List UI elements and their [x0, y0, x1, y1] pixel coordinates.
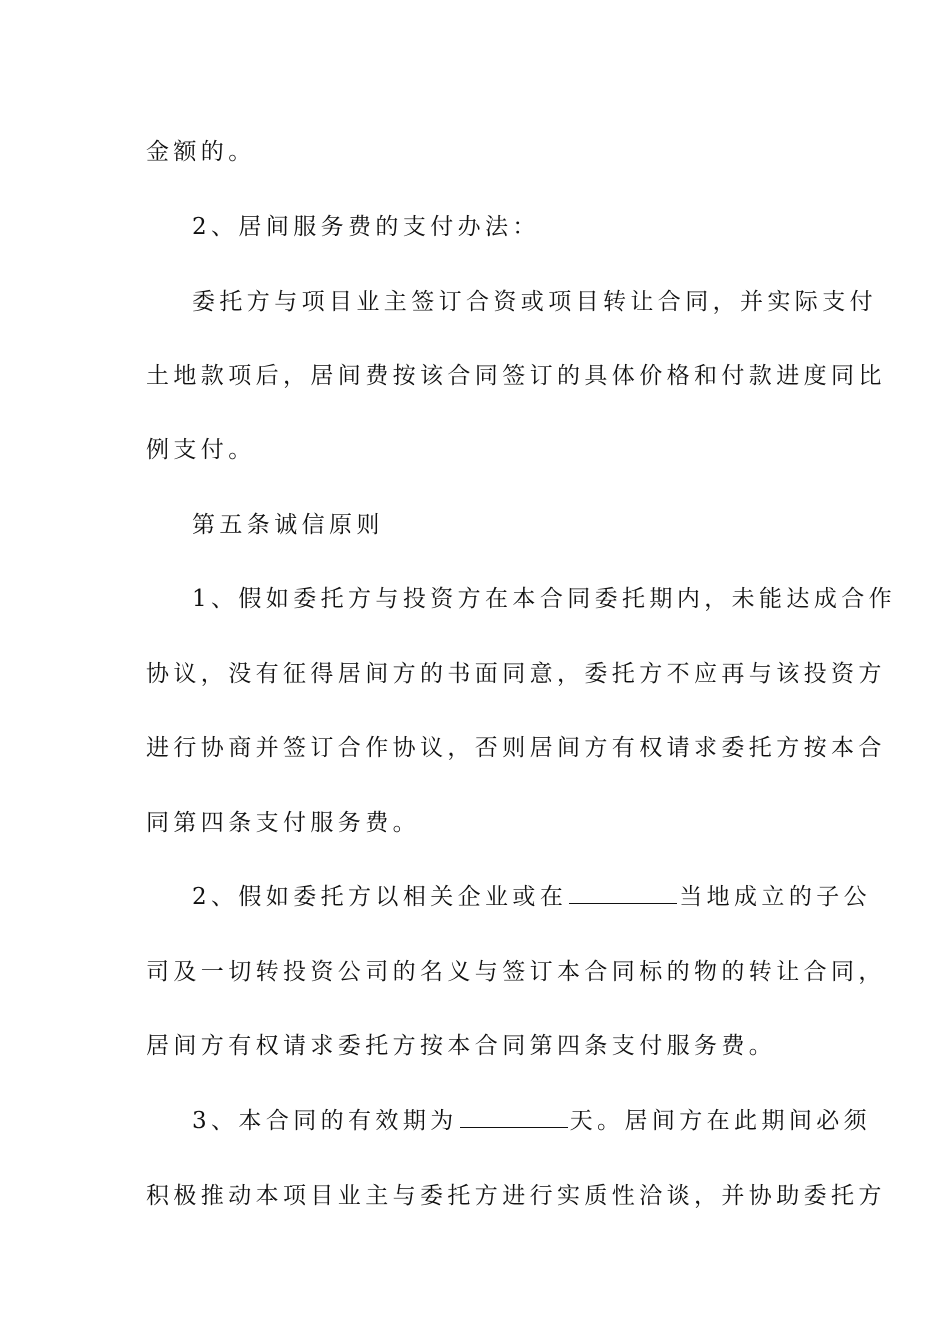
paragraph-line: 同第四条支付服务费。: [146, 810, 420, 836]
paragraph-line: 土地款项后，居间费按该合同签订的具体价格和付款进度同比: [146, 363, 886, 389]
line-text: 3、本合同的有效期为: [192, 1108, 458, 1134]
paragraph-line: 1、假如委托方与投资方在本合同委托期内，未能达成合作: [192, 586, 897, 612]
paragraph-line: 协议，没有征得居间方的书面同意，委托方不应再与该投资方: [146, 661, 886, 687]
fill-in-blank: [460, 1109, 568, 1128]
paragraph-line-with-blank: [192, 882, 871, 912]
paragraph-line: 例支付。: [146, 437, 256, 463]
paragraph-line: 2、居间服务费的支付办法：: [192, 214, 540, 240]
line-text: 当地成立的子公: [679, 884, 872, 910]
paragraph-line: 司及一切转投资公司的名义与签订本合同标的物的转让合同，: [146, 959, 886, 985]
paragraph-line-with-blank: [192, 1106, 871, 1136]
paragraph-line: 进行协商并签订合作协议，否则居间方有权请求委托方按本合: [146, 735, 886, 761]
paragraph-line: 委托方与项目业主签订合资或项目转让合同，并实际支付: [192, 289, 877, 315]
section-heading: 第五条诚信原则: [192, 512, 384, 538]
fill-in-blank: [569, 885, 677, 904]
paragraph-line: 积极推动本项目业主与委托方进行实质性洽谈，并协助委托方: [146, 1183, 886, 1209]
line-text: 天。居间方在此期间必须: [569, 1108, 872, 1134]
paragraph-line: 金额的。: [146, 139, 256, 165]
line-text: 2、假如委托方以相关企业或在: [192, 884, 568, 910]
paragraph-line: 居间方有权请求委托方按本合同第四条支付服务费。: [146, 1033, 777, 1059]
